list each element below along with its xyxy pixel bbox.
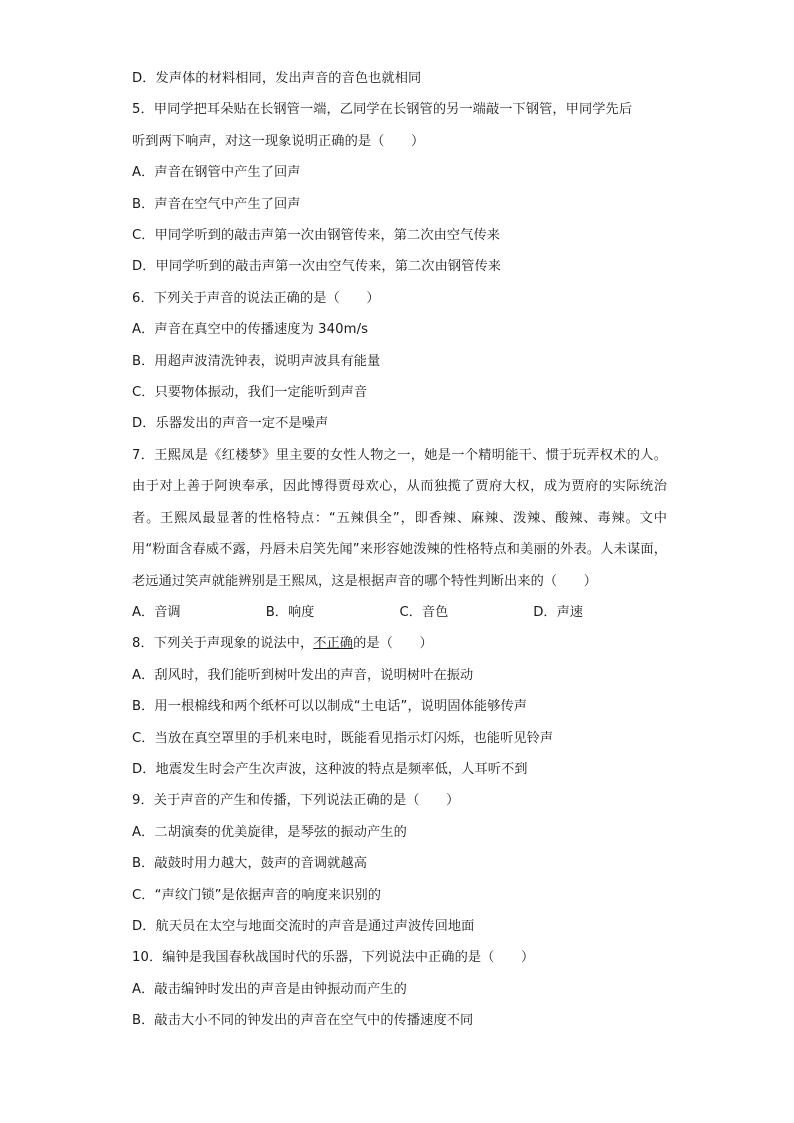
q6-option-c: C．只要物体振动，我们一定能听到声音 xyxy=(132,385,368,401)
question-list xyxy=(132,63,667,1037)
q9-option-a: A．二胡演奏的优美旋律，是琴弦的振动产生的 xyxy=(132,824,407,840)
q9-option-c: C．“声纹门锁”是依据声音的响度来识别的 xyxy=(132,887,382,903)
question-8 xyxy=(132,628,667,785)
q5-stem-line-2: 听到两下响声，对这一现象说明正确的是（ ） xyxy=(132,133,425,149)
q10-option-a: A．敲击编钟时发出的声音是由钟振动而产生的 xyxy=(132,981,407,997)
q5-option-a: A．声音在钢管中产生了回声 xyxy=(132,165,301,181)
q8-option-b: B．用一根棉线和两个纸杯可以以制成“土电话”，说明固体能够传声 xyxy=(132,699,528,715)
q7-options xyxy=(132,597,667,628)
question-5 xyxy=(132,94,667,282)
q9-option-b: B．敲鼓时用力越大，鼓声的音调就越高 xyxy=(132,856,368,872)
q10-option-b: B．敲击大小不同的钟发出的声音在空气中的传播速度不同 xyxy=(132,1013,474,1029)
q8-stem-suffix: 的是（ ） xyxy=(353,636,433,652)
q6-option-a: A．声音在真空中的传播速度为 340m/s xyxy=(132,322,369,338)
q5-stem-line-1: 5．甲同学把耳朵贴在长钢管一端，乙同学在长钢管的另一端敲一下钢管，甲同学先后 xyxy=(132,102,633,118)
q7-option-d: D．声速 xyxy=(533,604,583,620)
q8-option-c: C．当放在真空罩里的手机来电时，既能看见指示灯闪烁，也能听见铃声 xyxy=(132,730,554,746)
q8-stem-underlined: 不正确 xyxy=(313,636,354,652)
q7-option-b: B．响度 xyxy=(265,604,315,620)
q5-option-d: D．甲同学听到的敲击声第一次由空气传来，第二次由钢管传来 xyxy=(132,259,502,275)
q6-stem: 6．下列关于声音的说法正确的是（ ） xyxy=(132,290,380,306)
q7-option-a: A．音调 xyxy=(132,604,181,620)
q8-stem xyxy=(132,628,667,659)
q6-option-b: B．用超声波清洗钟表，说明声波具有能量 xyxy=(132,353,381,369)
q8-stem-prefix: 8．下列关于声现象的说法中， xyxy=(132,636,314,652)
q9-stem: 9．关于声音的产生和传播，下列说法正确的是（ ） xyxy=(132,793,460,809)
q8-option-a: A．刮风时，我们能听到树叶发出的声音，说明树叶在振动 xyxy=(132,667,474,683)
question-9 xyxy=(132,785,667,942)
q5-option-b: B．声音在空气中产生了回声 xyxy=(132,196,301,212)
question-10 xyxy=(132,942,667,1036)
q7-option-c: C．音色 xyxy=(399,604,449,620)
question-6 xyxy=(132,283,667,440)
q9-option-d: D．航天员在太空与地面交流时的声音是通过声波传回地面 xyxy=(132,918,475,934)
q8-option-d: D．地震发生时会产生次声波，这种波的特点是频率低，人耳听不到 xyxy=(132,761,528,777)
q5-option-c: C．甲同学听到的敲击声第一次由钢管传来，第二次由空气传来 xyxy=(132,228,501,244)
q7-stem: 7．王熙凤是《红楼梦》里主要的女性人物之一，她是一个精明能干、惯于玩弄权术的人。由于对上善于阿谀奉承，因此博得贾母欢心，从而独揽了贾府大权，成为贾府的实际统治者。王熙凤最显著的性格特点：“五辣俱全”，即香辣、麻辣、泼辣、酸辣、毒辣。文中用“粉面含春威不露，丹唇未启笑先闻”来形容她泼辣的性格特点和美丽的外表。人未谋面，老远通过笑声就能辨别是王熙凤，这是根据声音的哪个特性判断出来的（ ） xyxy=(132,447,667,589)
q4-option-d: D．发声体的材料相同，发出声音的音色也就相同 xyxy=(132,71,422,86)
question-7 xyxy=(132,440,667,628)
q6-option-d: D．乐器发出的声音一定不是噪声 xyxy=(132,416,329,432)
q10-stem: 10．编钟是我国春秋战国时代的乐器，下列说法中正确的是（ ） xyxy=(132,950,535,966)
